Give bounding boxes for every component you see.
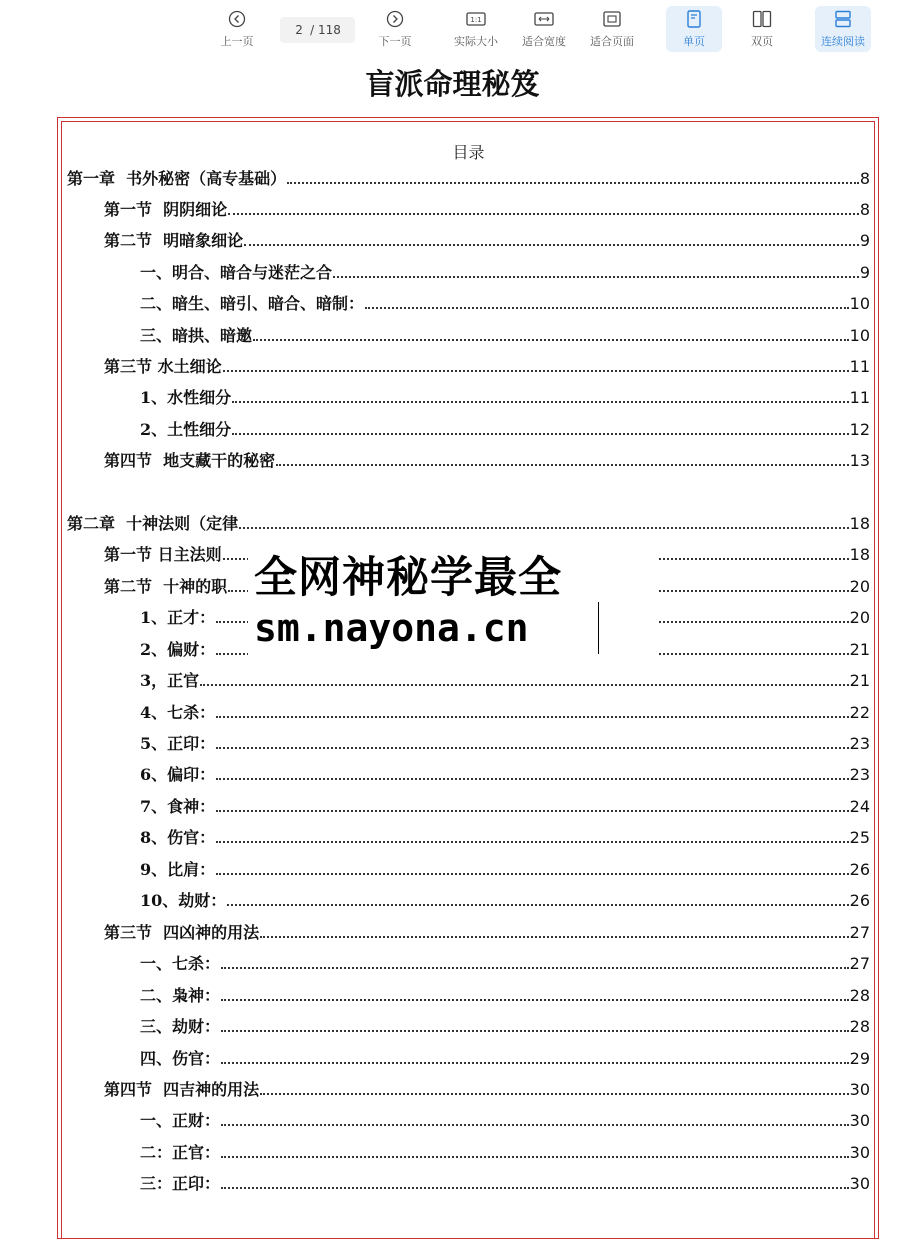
text-cursor: [598, 602, 599, 654]
toc-entry-page: 29: [849, 1049, 870, 1068]
toc-entry[interactable]: [140, 985, 870, 1007]
toc-dot-leader: [239, 527, 848, 529]
toc-dot-leader: [227, 904, 848, 906]
toc-entry-page: 13: [849, 451, 870, 470]
toc-entry-title: 10、劫财：: [140, 891, 227, 910]
toc-entry[interactable]: [104, 1079, 870, 1101]
toc-entry[interactable]: [140, 262, 870, 284]
next-page-label: 下一页: [378, 35, 412, 48]
toc-entry-page: 18: [849, 514, 870, 533]
toc-entry[interactable]: [140, 1142, 870, 1164]
single-page-label: 单页: [683, 35, 705, 48]
toc-entry[interactable]: [140, 1173, 870, 1195]
toc-entry-title: 8、伤官：: [140, 828, 216, 847]
toc-dot-leader: [276, 464, 848, 466]
toc-entry-page: 27: [849, 954, 870, 973]
toc-entry-title: 第三节 四凶神的用法: [104, 923, 260, 942]
current-page-input[interactable]: [290, 23, 308, 37]
actual-size-button[interactable]: [448, 6, 504, 52]
toc-entry-page: 20: [849, 577, 870, 596]
viewer-toolbar: [0, 0, 905, 58]
toc-entry-page: 26: [849, 891, 870, 910]
toc-heading: 目录: [452, 143, 485, 162]
toc-entry[interactable]: [140, 827, 870, 849]
toc-entry-page: 8: [859, 200, 870, 219]
toc-entry-title: 三、暗拱、暗邀: [140, 326, 253, 345]
toc-entry[interactable]: [140, 953, 870, 975]
continuous-reading-icon: [834, 8, 852, 30]
toc-entry[interactable]: [140, 325, 870, 347]
toc-entry-title: 第三节 水土细论: [104, 357, 222, 376]
toc-entry-title: 7、食神：: [140, 797, 216, 816]
toc-entry-page: 30: [849, 1143, 870, 1162]
toc-entry-page: 30: [849, 1111, 870, 1130]
toc-dot-leader: [232, 401, 849, 403]
toc-dot-leader: [216, 778, 849, 780]
toc-entry-title: 第四节 四吉神的用法: [104, 1080, 260, 1099]
double-page-label: 双页: [751, 35, 773, 48]
document-title: 盲派命理秘笈: [365, 67, 540, 101]
double-page-icon: [752, 8, 772, 30]
toc-entry-title: 二、暗生、暗引、暗合、暗制：: [140, 294, 365, 313]
toc-entry-title: 2、土性细分: [140, 420, 232, 439]
toc-entry-page: 11: [849, 357, 870, 376]
toc-entry-title: 3，正官: [140, 671, 200, 690]
continuous-reading-button[interactable]: [815, 6, 871, 52]
toc-entry-page: 8: [859, 169, 870, 188]
toc-entry[interactable]: [140, 670, 870, 692]
toc-entry-page: 20: [849, 608, 870, 627]
toc-entry-page: 10: [849, 326, 870, 345]
toc-entry-page: 10: [849, 294, 870, 313]
toc-entry[interactable]: [140, 293, 870, 315]
toc-entry[interactable]: [140, 796, 870, 818]
toc-dot-leader: [221, 967, 849, 969]
toc-dot-leader: [228, 213, 859, 215]
toc-entry-page: 25: [849, 828, 870, 847]
toc-dot-leader: [216, 747, 849, 749]
toc-dot-leader: [253, 339, 849, 341]
toc-entry-page: 21: [849, 640, 870, 659]
toc-entry-page: 24: [849, 797, 870, 816]
total-pages: / 118: [310, 23, 341, 37]
fit-width-icon: [534, 8, 554, 30]
toc-entry-page: 11: [849, 388, 870, 407]
fit-width-label: 适合宽度: [522, 35, 566, 48]
toc-entry-title: 第二节 明暗象细论: [104, 231, 244, 250]
toc-entry[interactable]: [140, 1048, 870, 1070]
toc-entry-title: 三：正印：: [140, 1174, 221, 1193]
toc-entry-page: 22: [849, 703, 870, 722]
watermark-line2: sm.nayona.cn: [254, 606, 529, 650]
toc-entry-title: 第一节 日主法则: [104, 545, 222, 564]
toc-dot-leader: [260, 936, 848, 938]
toc-entry[interactable]: [140, 387, 870, 409]
toc-dot-leader: [221, 1030, 849, 1032]
continuous-reading-label: 连续阅读: [821, 35, 865, 48]
toc-entry-page: 28: [849, 1017, 870, 1036]
toc-entry-title: 一、明合、暗合与迷茫之合: [140, 263, 333, 282]
toc-entry-page: 12: [849, 420, 870, 439]
toc-entry-title: 第二章 十神法则（定律: [67, 514, 239, 533]
fit-page-label: 适合页面: [590, 35, 634, 48]
toc-entry-page: 23: [849, 734, 870, 753]
double-page-button[interactable]: [734, 6, 790, 52]
toc-entry[interactable]: [104, 199, 870, 221]
toc-dot-leader: [223, 370, 849, 372]
toc-dot-leader: [365, 307, 849, 309]
toc-dot-leader: [221, 1062, 849, 1064]
watermark-overlay: [248, 540, 658, 658]
toc-entry-title: 1、水性细分: [140, 388, 232, 407]
single-page-button[interactable]: [666, 6, 722, 52]
toc-dot-leader: [287, 182, 859, 184]
toc-entry-page: 9: [859, 231, 870, 250]
chevron-right-circle-icon: [386, 8, 404, 30]
toc-entry-title: 第一节 阴阴细论: [104, 200, 228, 219]
toc-entry-title: 第四节 地支藏干的秘密: [104, 451, 276, 470]
toc-entry-title: 第一章 书外秘密（高专基础）: [67, 169, 287, 188]
toc-dot-leader: [216, 810, 849, 812]
toc-entry-title: 二、枭神：: [140, 986, 221, 1005]
toc-entry-page: 26: [849, 860, 870, 879]
fit-width-button[interactable]: [516, 6, 572, 52]
page-indicator: [280, 17, 355, 43]
toc-entry-page: 9: [859, 263, 870, 282]
toc-dot-leader: [244, 244, 859, 246]
toc-entry[interactable]: [140, 733, 870, 755]
single-page-icon: [686, 8, 702, 30]
toc-entry-title: 二：正官：: [140, 1143, 221, 1162]
toc-entry-page: 27: [849, 923, 870, 942]
svg-text:1:1: 1:1: [470, 16, 482, 24]
fit-page-button[interactable]: [584, 6, 640, 52]
toc-entry[interactable]: [140, 702, 870, 724]
toc-entry-title: 一、七杀：: [140, 954, 221, 973]
toc-dot-leader: [333, 276, 859, 278]
toc-entry[interactable]: [140, 1110, 870, 1132]
watermark-line1: 全网神秘学最全: [254, 553, 562, 603]
toc-entry[interactable]: [104, 922, 870, 944]
toc-entry[interactable]: [104, 356, 870, 378]
toc-dot-leader: [216, 716, 849, 718]
toc-entry[interactable]: [67, 168, 870, 190]
actual-size-label: 实际大小: [454, 35, 498, 48]
toc-entry-page: 23: [849, 765, 870, 784]
toc-entry[interactable]: [140, 764, 870, 786]
toc-dot-leader: [221, 1124, 849, 1126]
toc-entry-title: 四、伤官：: [140, 1049, 221, 1068]
toc-entry-page: 21: [849, 671, 870, 690]
prev-page-label: 上一页: [220, 35, 254, 48]
toc-entry[interactable]: [140, 859, 870, 881]
toc-dot-leader: [260, 1093, 848, 1095]
toc-entry-title: 2、偏财：: [140, 640, 216, 659]
toc-dot-leader: [232, 433, 849, 435]
prev-page-button[interactable]: [214, 6, 260, 52]
chevron-left-circle-icon: [228, 8, 246, 30]
toc-dot-leader: [200, 684, 849, 686]
toc-entry-title: 1、正才：: [140, 608, 216, 627]
toc-entry-title: 9、比肩：: [140, 860, 216, 879]
toc-entry[interactable]: [67, 513, 870, 535]
toc-entry-page: 30: [849, 1080, 870, 1099]
toc-entry[interactable]: [140, 1016, 870, 1038]
toc-entry-title: 4、七杀：: [140, 703, 216, 722]
toc-entry-title: 6、偏印：: [140, 765, 216, 784]
toc-entry[interactable]: [140, 890, 870, 912]
toc-dot-leader: [221, 1187, 849, 1189]
toc-entry[interactable]: [104, 450, 870, 472]
toc-entry-page: 30: [849, 1174, 870, 1193]
toc-dot-leader: [216, 873, 849, 875]
actual-size-icon: [466, 8, 486, 30]
toc-dot-leader: [221, 999, 849, 1001]
next-page-button[interactable]: [372, 6, 418, 52]
toc-dot-leader: [216, 841, 849, 843]
toc-entry[interactable]: [104, 230, 870, 252]
toc-entry-title: 三、劫财：: [140, 1017, 221, 1036]
toc-entry[interactable]: [140, 419, 870, 441]
toc-entry-title: 5、正印：: [140, 734, 216, 753]
toc-entry-page: 28: [849, 986, 870, 1005]
toc-entry-page: 18: [849, 545, 870, 564]
toc-dot-leader: [221, 1156, 849, 1158]
fit-page-icon: [602, 8, 622, 30]
toc-entry-title: 一、正财：: [140, 1111, 221, 1130]
toc-entry-title: 第二节 十神的职: [104, 577, 228, 596]
